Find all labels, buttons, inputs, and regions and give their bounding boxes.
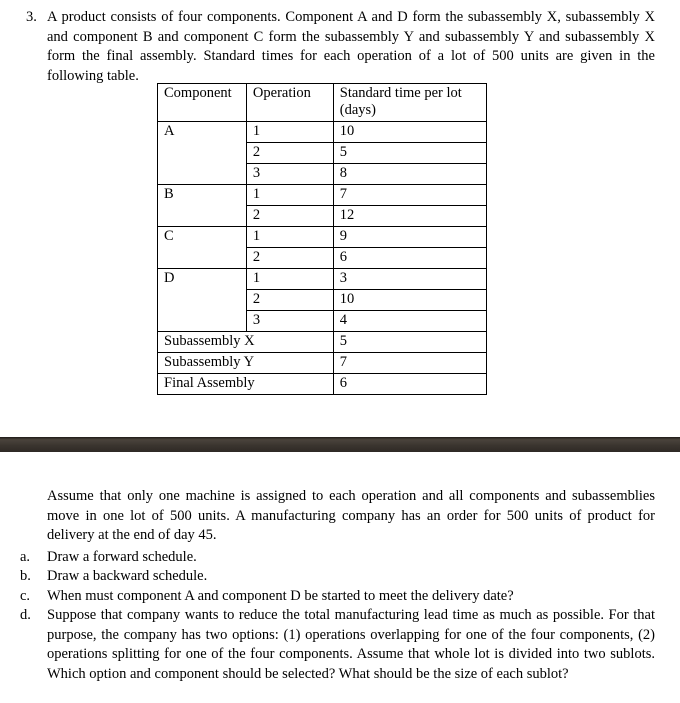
question-number: 3. xyxy=(26,9,37,25)
sub-questions-list xyxy=(0,548,655,685)
operation-value: 1 xyxy=(246,269,333,290)
sub-question-d xyxy=(20,606,655,684)
header-component: Component xyxy=(158,84,247,122)
operation-value: 2 xyxy=(246,206,333,227)
sub-question-text: When must component A and component D be started to meet the delivery date? xyxy=(47,587,514,604)
sub-question-text: Draw a forward schedule. xyxy=(47,548,197,565)
time-value: 12 xyxy=(333,206,486,227)
time-value: 6 xyxy=(333,248,486,269)
sub-question-marker: a. xyxy=(20,548,31,565)
time-value: 7 xyxy=(333,353,486,374)
time-value: 5 xyxy=(333,143,486,164)
standard-times-table-wrapper xyxy=(157,83,487,395)
sub-question-text: Draw a backward schedule. xyxy=(47,568,208,584)
operation-value: 2 xyxy=(246,290,333,311)
sub-question-marker: c. xyxy=(20,587,31,604)
sub-question-a xyxy=(20,548,655,568)
question-3 xyxy=(0,0,680,86)
operation-value: 2 xyxy=(246,143,333,164)
component-label-c: C xyxy=(158,227,247,269)
time-value: 3 xyxy=(333,269,486,290)
sub-question-marker: b. xyxy=(20,568,31,584)
component-label-d: D xyxy=(158,269,247,332)
operation-value: 1 xyxy=(246,227,333,248)
time-value: 9 xyxy=(333,227,486,248)
sub-question-b xyxy=(20,567,655,587)
time-value: 10 xyxy=(333,290,486,311)
sub-question-marker: d. xyxy=(20,607,31,623)
table-row xyxy=(158,374,487,395)
header-standard-time xyxy=(333,84,486,122)
page-separator-band xyxy=(0,437,680,452)
summary-label-subassembly-x: Subassembly X xyxy=(158,332,334,353)
header-operation: Operation xyxy=(246,84,333,122)
question-section-bottom xyxy=(0,487,680,684)
header-standard-time-line1: Standard time per lot xyxy=(339,85,462,101)
summary-label-final-assembly: Final Assembly xyxy=(158,374,334,395)
time-value: 4 xyxy=(333,311,486,332)
table-row xyxy=(158,122,487,143)
component-label-a: A xyxy=(158,122,247,185)
operation-value: 2 xyxy=(246,248,333,269)
sub-question-c xyxy=(20,587,655,607)
table-header-row xyxy=(158,84,487,122)
table-row xyxy=(158,353,487,374)
operation-value: 3 xyxy=(246,164,333,185)
time-value: 6 xyxy=(333,374,486,395)
header-standard-time-line2: (days) xyxy=(339,102,376,118)
operation-value: 1 xyxy=(246,185,333,206)
table-row xyxy=(158,185,487,206)
summary-label-subassembly-y: Subassembly Y xyxy=(158,353,334,374)
assumption-paragraph: Assume that only one machine is assigned to each operation and all components and subassemblies move in one lot of 500 units. A manufacturing company has an order for 500 units of product for delivery at the end of day 45. xyxy=(47,488,655,543)
component-label-b: B xyxy=(158,185,247,227)
time-value: 10 xyxy=(333,122,486,143)
time-value: 8 xyxy=(333,164,486,185)
time-value: 5 xyxy=(333,332,486,353)
table-body xyxy=(158,122,487,395)
sub-question-text: Suppose that company wants to reduce the total manufacturing lead time as much as possible. For that purpose, the company has two options: (1) operations overlapping for one of the four components, (2) operations splitting for one of the four components. Assume that whole lot is divided into two sublots. Which option and component should be selected? What should be the size of each sublot? xyxy=(47,607,655,682)
operation-value: 3 xyxy=(246,311,333,332)
question-text: A product consists of four components. Component A and D form the subassembly X, subassembly X and component B and component C form the subassembly Y and subassembly Y and subassembly X form the final assembly. Standard times for each operation of a lot of 500 units are given in the following table. xyxy=(47,9,655,84)
operation-value: 1 xyxy=(246,122,333,143)
table-row xyxy=(158,332,487,353)
time-value: 7 xyxy=(333,185,486,206)
table-row xyxy=(158,227,487,248)
table-row xyxy=(158,269,487,290)
standard-times-table xyxy=(157,83,487,395)
table-header xyxy=(158,84,487,122)
